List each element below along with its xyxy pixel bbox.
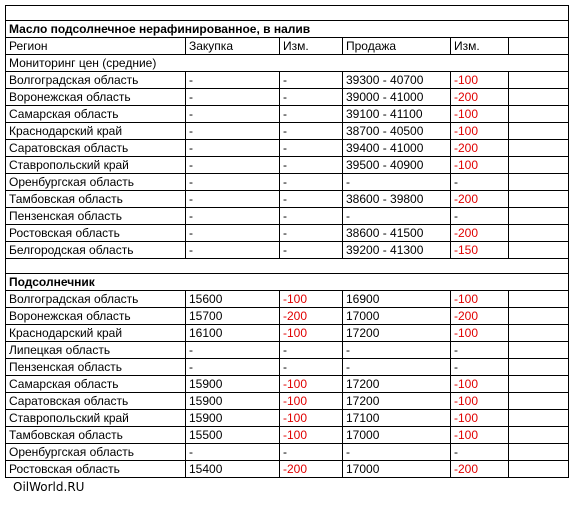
table-row <box>6 410 569 427</box>
sale-change-cell: - <box>451 208 509 225</box>
sale-change-cell: -100 <box>451 106 509 123</box>
region-cell: Белгородская область <box>6 242 186 259</box>
purchase-cell: - <box>186 208 280 225</box>
sale-cell: 17200 <box>343 325 451 342</box>
table-row <box>6 359 569 376</box>
table-row <box>6 208 569 225</box>
purchase-change-cell: -100 <box>280 325 343 342</box>
table-row <box>6 140 569 157</box>
region-cell: Ростовская область <box>6 225 186 242</box>
region-cell: Саратовская область <box>6 393 186 410</box>
price-table <box>5 5 569 478</box>
table-row <box>6 157 569 174</box>
sale-cell: 39400 - 41000 <box>343 140 451 157</box>
sale-cell: - <box>343 359 451 376</box>
table-row <box>6 89 569 106</box>
purchase-change-cell: -100 <box>280 410 343 427</box>
region-cell: Липецкая область <box>6 342 186 359</box>
sale-change-cell: -100 <box>451 157 509 174</box>
region-cell: Тамбовская область <box>6 191 186 208</box>
purchase-change-cell: - <box>280 242 343 259</box>
region-cell: Тамбовская область <box>6 427 186 444</box>
sale-cell: 17000 <box>343 308 451 325</box>
purchase-change-cell: - <box>280 208 343 225</box>
header-change-sale: Изм. <box>451 38 509 55</box>
table-row <box>6 444 569 461</box>
region-cell: Краснодарский край <box>6 123 186 140</box>
region-cell: Самарская область <box>6 376 186 393</box>
sale-cell: - <box>343 208 451 225</box>
sale-cell: 38700 - 40500 <box>343 123 451 140</box>
purchase-cell: 15900 <box>186 410 280 427</box>
region-cell: Волгоградская область <box>6 72 186 89</box>
sale-cell: 16900 <box>343 291 451 308</box>
sale-change-cell: -100 <box>451 376 509 393</box>
purchase-change-cell: - <box>280 89 343 106</box>
table-row <box>6 427 569 444</box>
purchase-change-cell: -200 <box>280 461 343 478</box>
table-row <box>6 225 569 242</box>
purchase-change-cell: -100 <box>280 427 343 444</box>
region-cell: Самарская область <box>6 106 186 123</box>
header-change-purchase: Изм. <box>280 38 343 55</box>
purchase-change-cell: - <box>280 72 343 89</box>
table-row <box>6 123 569 140</box>
sale-change-cell: -200 <box>451 191 509 208</box>
purchase-cell: 15900 <box>186 376 280 393</box>
table-row <box>6 308 569 325</box>
site-logo[interactable]: OilWorld.RU <box>13 480 85 494</box>
region-cell: Пензенская область <box>6 208 186 225</box>
seeds-section-title-row <box>6 274 569 291</box>
table-row <box>6 174 569 191</box>
purchase-cell: - <box>186 140 280 157</box>
purchase-cell: - <box>186 359 280 376</box>
sale-change-cell: - <box>451 174 509 191</box>
sale-cell: 38600 - 41500 <box>343 225 451 242</box>
sale-cell: 39200 - 41300 <box>343 242 451 259</box>
oil-section-title-row <box>6 21 569 38</box>
table-row <box>6 106 569 123</box>
purchase-cell: - <box>186 191 280 208</box>
purchase-cell: - <box>186 242 280 259</box>
purchase-change-cell: - <box>280 106 343 123</box>
purchase-cell: - <box>186 157 280 174</box>
sale-change-cell: -100 <box>451 123 509 140</box>
sale-change-cell: -200 <box>451 308 509 325</box>
purchase-change-cell: - <box>280 225 343 242</box>
purchase-cell: 15900 <box>186 393 280 410</box>
sale-change-cell: -100 <box>451 72 509 89</box>
sale-change-cell: -100 <box>451 393 509 410</box>
sale-change-cell: - <box>451 342 509 359</box>
region-cell: Воронежская область <box>6 308 186 325</box>
sale-change-cell: -100 <box>451 325 509 342</box>
purchase-cell: 15700 <box>186 308 280 325</box>
region-cell: Ростовская область <box>6 461 186 478</box>
price-report <box>5 5 568 494</box>
sale-change-cell: -200 <box>451 225 509 242</box>
oil-section-title: Масло подсолнечное нерафинированное, в налив <box>6 21 569 38</box>
sale-cell: 39300 - 40700 <box>343 72 451 89</box>
sale-change-cell: -100 <box>451 410 509 427</box>
region-cell: Пензенская область <box>6 359 186 376</box>
table-row <box>6 291 569 308</box>
purchase-change-cell: - <box>280 157 343 174</box>
purchase-cell: 15500 <box>186 427 280 444</box>
purchase-cell: - <box>186 72 280 89</box>
sale-cell: 17100 <box>343 410 451 427</box>
header-row <box>6 38 569 55</box>
sale-cell: - <box>343 342 451 359</box>
region-cell: Оренбургская область <box>6 444 186 461</box>
sale-change-cell: -200 <box>451 89 509 106</box>
purchase-cell: 16100 <box>186 325 280 342</box>
region-cell: Ставропольский край <box>6 410 186 427</box>
seeds-section-title: Подсолнечник <box>6 274 569 291</box>
table-row <box>6 325 569 342</box>
purchase-cell: - <box>186 342 280 359</box>
header-purchase: Закупка <box>186 38 280 55</box>
purchase-cell: - <box>186 174 280 191</box>
sale-cell: 17000 <box>343 461 451 478</box>
purchase-cell: - <box>186 444 280 461</box>
purchase-cell: 15400 <box>186 461 280 478</box>
purchase-change-cell: - <box>280 444 343 461</box>
sale-change-cell: -150 <box>451 242 509 259</box>
sale-change-cell: -200 <box>451 461 509 478</box>
sale-cell: 39500 - 40900 <box>343 157 451 174</box>
purchase-change-cell: - <box>280 342 343 359</box>
region-cell: Воронежская область <box>6 89 186 106</box>
sale-cell: 17000 <box>343 427 451 444</box>
sale-change-cell: -100 <box>451 427 509 444</box>
table-row <box>6 242 569 259</box>
sale-change-cell: -200 <box>451 140 509 157</box>
sale-cell: 39100 - 41100 <box>343 106 451 123</box>
purchase-change-cell: -200 <box>280 308 343 325</box>
sale-change-cell: - <box>451 359 509 376</box>
purchase-change-cell: - <box>280 140 343 157</box>
region-cell: Краснодарский край <box>6 325 186 342</box>
purchase-cell: - <box>186 123 280 140</box>
sale-cell: 39000 - 41000 <box>343 89 451 106</box>
purchase-change-cell: -100 <box>280 393 343 410</box>
region-cell: Ставропольский край <box>6 157 186 174</box>
purchase-change-cell: -100 <box>280 376 343 393</box>
purchase-cell: - <box>186 89 280 106</box>
purchase-change-cell: - <box>280 359 343 376</box>
table-row <box>6 376 569 393</box>
sale-cell: - <box>343 174 451 191</box>
purchase-cell: - <box>186 225 280 242</box>
sale-change-cell: - <box>451 444 509 461</box>
header-sale: Продажа <box>343 38 451 55</box>
purchase-cell: 15600 <box>186 291 280 308</box>
purchase-change-cell: - <box>280 174 343 191</box>
monitoring-subheader: Мониторинг цен (средние) <box>6 55 569 72</box>
sale-cell: 38600 - 39800 <box>343 191 451 208</box>
sale-cell: 17200 <box>343 376 451 393</box>
table-row <box>6 72 569 89</box>
purchase-change-cell: - <box>280 191 343 208</box>
subheader-row <box>6 55 569 72</box>
table-row <box>6 461 569 478</box>
header-region: Регион <box>6 38 186 55</box>
sale-cell: 17200 <box>343 393 451 410</box>
region-cell: Волгоградская область <box>6 291 186 308</box>
purchase-change-cell: -100 <box>280 291 343 308</box>
gap-row <box>6 259 569 274</box>
table-row <box>6 393 569 410</box>
purchase-cell: - <box>186 106 280 123</box>
region-cell: Оренбургская область <box>6 174 186 191</box>
region-cell: Саратовская область <box>6 140 186 157</box>
table-row <box>6 342 569 359</box>
table-row <box>6 191 569 208</box>
sale-change-cell: -100 <box>451 291 509 308</box>
purchase-change-cell: - <box>280 123 343 140</box>
sale-cell: - <box>343 444 451 461</box>
top-blank-row <box>6 6 569 21</box>
